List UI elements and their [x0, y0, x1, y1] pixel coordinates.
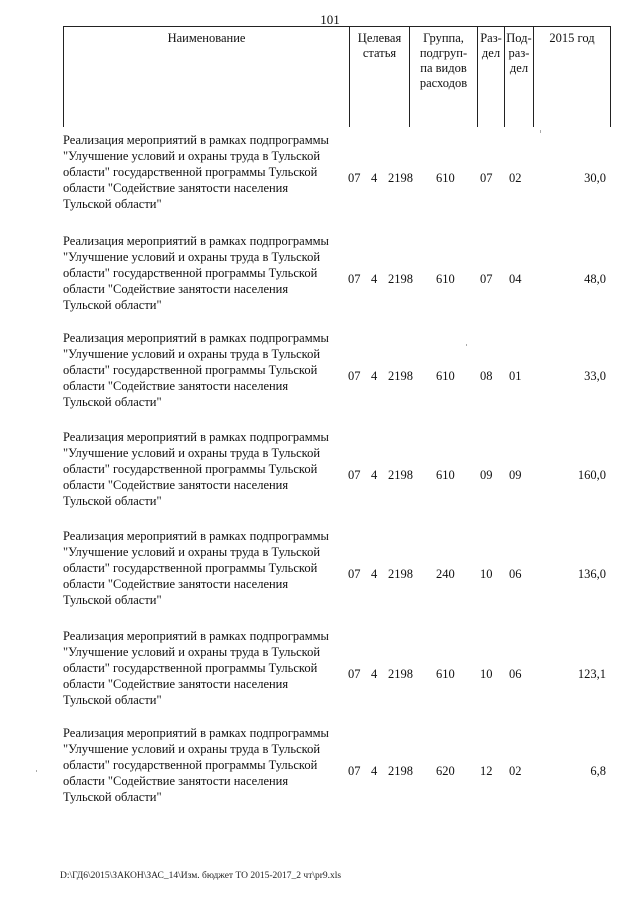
subsection-code: 06 — [509, 667, 522, 681]
row-name-line: Тульской области" — [63, 494, 162, 508]
row-name-line: области" государственной программы Тульской — [63, 363, 318, 377]
row-name-line: "Улучшение условий и охраны труда в Тульской — [63, 446, 321, 460]
target-subprogram-code: 4 — [371, 369, 378, 383]
row-name-line: области" государственной программы Тульской — [63, 561, 318, 575]
header-podrazdel-line: дел — [509, 61, 529, 75]
amount-2015: 48,0 — [584, 272, 606, 286]
row-name-line: Реализация мероприятий в рамках подпрограммы — [63, 629, 329, 643]
row-name-line: Реализация мероприятий в рамках подпрограммы — [63, 133, 329, 147]
row-name-line: "Улучшение условий и охраны труда в Тульской — [63, 545, 321, 559]
amount-2015: 6,8 — [590, 764, 606, 778]
target-program-code: 07 — [348, 667, 361, 681]
expense-group: 610 — [436, 369, 455, 383]
header-group-line: па видов — [420, 61, 467, 75]
target-program-code: 07 — [348, 171, 361, 185]
amount-2015: 123,1 — [577, 667, 606, 681]
header-year: 2015 год — [533, 27, 610, 127]
row-name-line: Реализация мероприятий в рамках подпрограммы — [63, 430, 329, 444]
row-name-line: "Улучшение условий и охраны труда в Тульской — [63, 250, 321, 264]
row-name — [63, 330, 343, 410]
target-subprogram-code: 4 — [371, 667, 378, 681]
amount-2015: 136,0 — [577, 567, 606, 581]
header-target-line: статья — [362, 46, 397, 60]
header-group-line: подгруп- — [419, 46, 468, 60]
row-name — [63, 725, 343, 805]
table-row — [0, 330, 640, 426]
header-target-article — [349, 27, 409, 127]
section-code: 07 — [480, 171, 493, 185]
expense-group: 610 — [436, 667, 455, 681]
target-program-code: 07 — [348, 567, 361, 581]
header-podrazdel-line: Под- — [506, 31, 532, 45]
file-path-footer: D:\ГД6\2015\ЗАКОН\ЗАС_14\Изм. бюджет ТО 2015-2017_2 чт\pr9.xls — [60, 871, 342, 881]
table-row — [0, 725, 640, 821]
scan-speck — [466, 344, 467, 346]
scan-speck — [36, 770, 37, 772]
expense-group: 610 — [436, 272, 455, 286]
section-code: 10 — [480, 567, 493, 581]
row-name-line: Реализация мероприятий в рамках подпрограммы — [63, 234, 329, 248]
target-program-code: 07 — [348, 468, 361, 482]
subsection-code: 04 — [509, 272, 522, 286]
row-name-line: области "Содействие занятости населения — [63, 478, 289, 492]
table-row — [0, 132, 640, 228]
subsection-code: 09 — [509, 468, 522, 482]
row-name — [63, 528, 343, 608]
expense-group: 610 — [436, 468, 455, 482]
row-name-line: области "Содействие занятости населения — [63, 677, 289, 691]
row-name-line: Тульской области" — [63, 197, 162, 211]
subsection-code: 01 — [509, 369, 522, 383]
header-target-line: Целевая — [357, 31, 402, 45]
row-name-line: области "Содействие занятости населения — [63, 181, 289, 195]
target-subprogram-code: 4 — [371, 171, 378, 185]
table-row — [0, 233, 640, 329]
target-subprogram-code: 4 — [371, 468, 378, 482]
row-name-line: Реализация мероприятий в рамках подпрограммы — [63, 331, 329, 345]
target-direction-code: 2198 — [388, 667, 413, 681]
row-name-line: области" государственной программы Тульской — [63, 462, 318, 476]
row-name-line: области" государственной программы Тульской — [63, 661, 318, 675]
section-code: 07 — [480, 272, 493, 286]
page-number: 101 — [320, 12, 340, 27]
header-section — [477, 27, 504, 127]
amount-2015: 160,0 — [577, 468, 606, 482]
row-name-line: Реализация мероприятий в рамках подпрограммы — [63, 529, 329, 543]
row-name — [63, 429, 343, 509]
amount-2015: 33,0 — [584, 369, 606, 383]
header-razdel-line: Раз- — [480, 31, 502, 45]
section-code: 12 — [480, 764, 493, 778]
table-header — [63, 26, 611, 127]
header-razdel-line: дел — [481, 46, 501, 60]
row-name-line: области" государственной программы Тульской — [63, 266, 318, 280]
table-row — [0, 628, 640, 724]
row-name — [63, 132, 343, 212]
row-name-line: Тульской области" — [63, 790, 162, 804]
expense-group: 610 — [436, 171, 455, 185]
row-name-line: области "Содействие занятости населения — [63, 577, 289, 591]
section-code: 08 — [480, 369, 493, 383]
target-subprogram-code: 4 — [371, 567, 378, 581]
row-name — [63, 233, 343, 313]
subsection-code: 02 — [509, 764, 522, 778]
scan-speck — [540, 130, 541, 133]
target-program-code: 07 — [348, 272, 361, 286]
target-program-code: 07 — [348, 764, 361, 778]
row-name-line: "Улучшение условий и охраны труда в Тульской — [63, 347, 321, 361]
row-name-line: "Улучшение условий и охраны труда в Тульской — [63, 645, 321, 659]
section-code: 09 — [480, 468, 493, 482]
target-direction-code: 2198 — [388, 171, 413, 185]
row-name-line: Тульской области" — [63, 298, 162, 312]
target-direction-code: 2198 — [388, 369, 413, 383]
expense-group: 620 — [436, 764, 455, 778]
row-name-line: области "Содействие занятости населения — [63, 282, 289, 296]
row-name — [63, 628, 343, 708]
header-group-line: расходов — [419, 76, 468, 90]
target-direction-code: 2198 — [388, 272, 413, 286]
amount-2015: 30,0 — [584, 171, 606, 185]
target-subprogram-code: 4 — [371, 764, 378, 778]
row-name-line: Тульской области" — [63, 693, 162, 707]
table-row — [0, 429, 640, 525]
subsection-code: 06 — [509, 567, 522, 581]
header-group-line: Группа, — [423, 31, 464, 45]
target-direction-code: 2198 — [388, 468, 413, 482]
target-direction-code: 2198 — [388, 764, 413, 778]
header-podrazdel-line: раз- — [508, 46, 530, 60]
target-program-code: 07 — [348, 369, 361, 383]
expense-group: 240 — [436, 567, 455, 581]
subsection-code: 02 — [509, 171, 522, 185]
row-name-line: области "Содействие занятости населения — [63, 379, 289, 393]
header-name: Наименование — [167, 31, 246, 45]
table-row — [0, 528, 640, 624]
row-name-line: Тульской области" — [63, 593, 162, 607]
target-subprogram-code: 4 — [371, 272, 378, 286]
section-code: 10 — [480, 667, 493, 681]
row-name-line: области" государственной программы Тульской — [63, 758, 318, 772]
target-direction-code: 2198 — [388, 567, 413, 581]
row-name-line: области "Содействие занятости населения — [63, 774, 289, 788]
row-name-line: Реализация мероприятий в рамках подпрограммы — [63, 726, 329, 740]
row-name-line: Тульской области" — [63, 395, 162, 409]
header-subsection — [504, 27, 533, 127]
row-name-line: "Улучшение условий и охраны труда в Тульской — [63, 742, 321, 756]
row-name-line: области" государственной программы Тульской — [63, 165, 318, 179]
header-expense-group — [409, 27, 477, 127]
row-name-line: "Улучшение условий и охраны труда в Тульской — [63, 149, 321, 163]
